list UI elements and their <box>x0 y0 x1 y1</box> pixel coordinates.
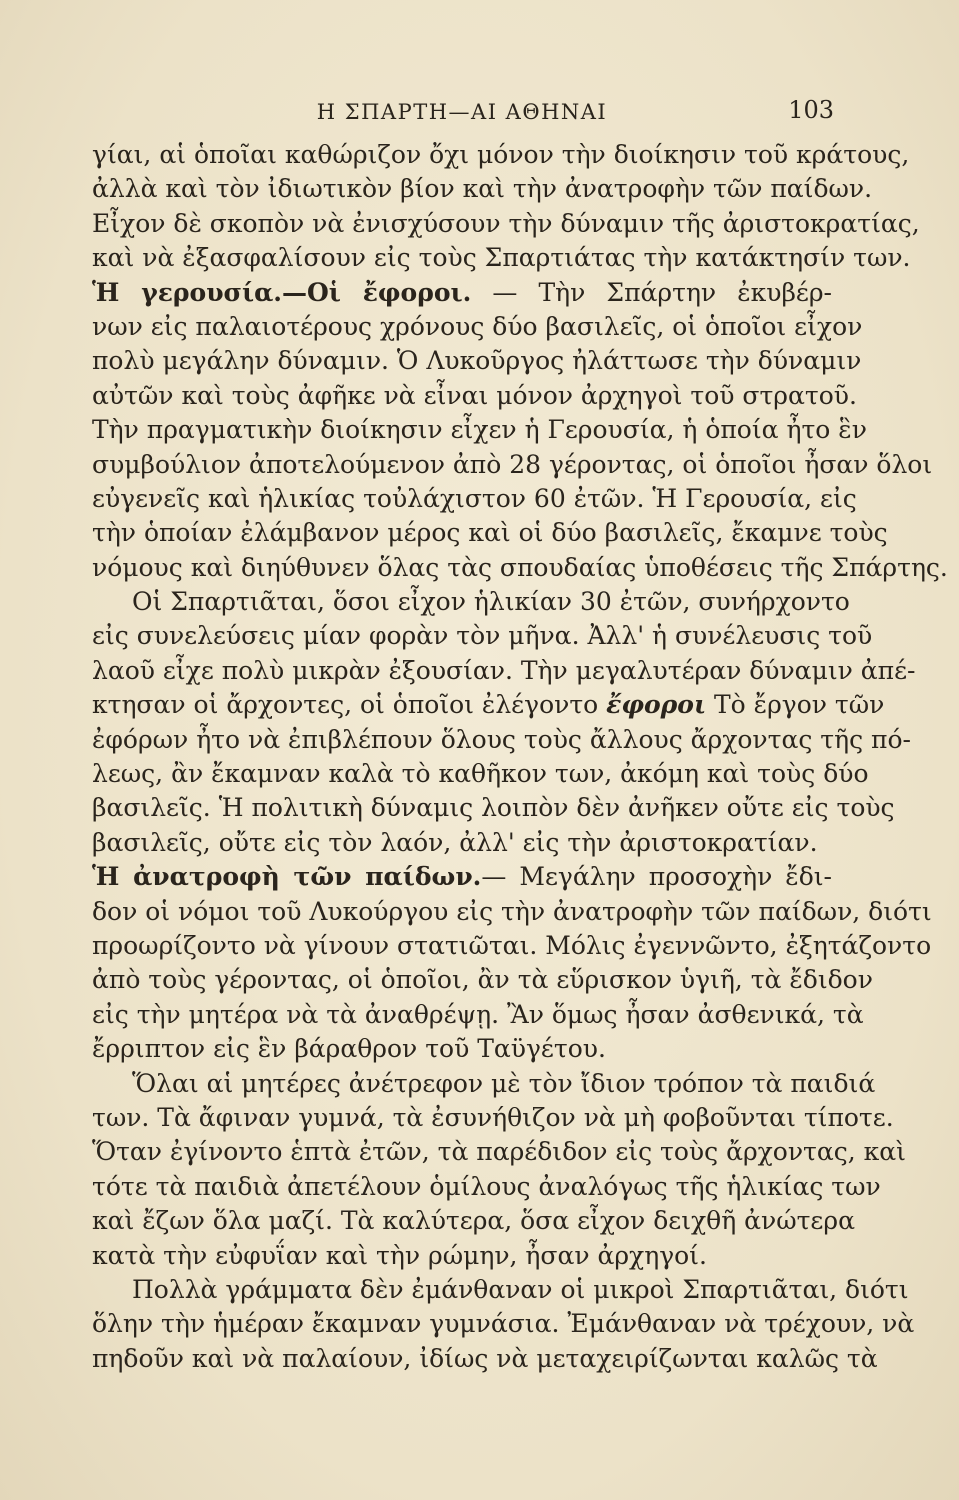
line-text: ἀπὸ τοὺς γέροντας, οἱ ὁποῖοι, ἂν τὰ εὕρισκον ὑγιῆ, τὰ ἔδιδον <box>92 965 873 995</box>
text-line <box>92 723 911 757</box>
line-text: Τὴν πραγματικὴν διοίκησιν εἶχεν ἡ Γερουσία, ἡ ὁποία ἦτο ἓν <box>92 415 867 445</box>
text-line <box>92 895 932 929</box>
text-line <box>92 1239 832 1273</box>
text-line <box>92 448 933 482</box>
line-text: Εἶχον δὲ σκοπὸν νὰ ἐνισχύσουν τὴν δύναμιν τῆς ἀριστοκρατίας, <box>92 208 920 238</box>
line-text: πηδοῦν καὶ νὰ παλαίουν, ἰδίως νὰ μεταχειρίζωνται καλῶς τὰ <box>92 1343 878 1373</box>
line-text: καὶ ἔζων ὅλα μαζί. Τὰ καλύτερα, ὅσα εἶχον δειχθῆ ἀνώτερα <box>92 1206 855 1236</box>
text-line <box>92 1032 832 1066</box>
line-text: προωρίζοντο νὰ γίνουν στατιῶται. Μόλις ἐγεννῶντο, ἐξητάζοντο <box>92 930 932 960</box>
text-line <box>92 516 888 550</box>
line-text: Ὅλαι αἱ μητέρες ἀνέτρεφον μὲ τὸν ἴδιον τρόπον τὰ παιδιά <box>132 1068 876 1098</box>
text-line <box>92 1135 906 1169</box>
line-text: συμβούλιον ἀποτελούμενον ἀπὸ 28 γέροντας, οἱ ὁποῖοι ἦσαν ὅλοι <box>92 449 933 479</box>
line-text: γίαι, αἱ ὁποῖαι καθώριζον ὄχι μόνον τὴν διοίκησιν τοῦ κράτους, <box>92 140 910 169</box>
text-line <box>92 172 873 206</box>
text-line <box>92 1307 915 1341</box>
line-text: λαοῦ εἶχε πολὺ μικρὰν ἐξουσίαν. Τὴν μεγαλυτέραν δύναμιν ἀπέ- <box>92 655 916 685</box>
text-line <box>92 310 863 344</box>
text-line <box>92 963 873 997</box>
line-text: πολὺ μεγάλην δύναμιν. Ὁ Λυκοῦργος ἠλάττωσε τὴν δύναμιν <box>92 346 862 376</box>
running-title: Η ΣΠΑΡΤΗ—ΑΙ ΑΘΗΝΑΙ <box>316 100 608 124</box>
text-line <box>92 551 948 585</box>
section-heading: Ἡ γερουσία.—Οἱ ἔφοροι. <box>92 277 472 307</box>
line-text: βασιλεῖς, οὔτε εἰς τὸν λαόν, ἀλλ' εἰς τὴν ἀριστοκρατίαν. <box>92 827 818 857</box>
text-line <box>92 344 862 378</box>
text-line <box>92 482 857 516</box>
text-line <box>92 1067 876 1101</box>
line-text: Πολλὰ γράμματα δὲν ἐμάνθαναν οἱ μικροὶ Σπαρτιᾶται, διότι <box>132 1274 909 1304</box>
line-text: καὶ νὰ ἐξασφαλίσουν εἰς τοὺς Σπαρτιάτας τὴν κατάκτησίν των. <box>92 243 911 273</box>
text-line <box>92 1342 878 1376</box>
line-text: των. Τὰ ἄφιναν γυμνά, τὰ ἐσυνήθιζον νὰ μὴ φοβοῦνται τίποτε. <box>92 1102 894 1132</box>
text-line <box>92 138 910 172</box>
line-text: ἐφόρων ἦτο νὰ ἐπιβλέπουν ὅλους τοὺς ἄλλους ἄρχοντας τῆς πό- <box>92 724 911 754</box>
text-line <box>92 1170 881 1204</box>
line-text: ἔρριπτον εἰς ἓν βάραθρον τοῦ Ταϋγέτου. <box>92 1034 606 1064</box>
line-text: τὴν ὁποίαν ἐλάμβανον μέρος καὶ οἱ δύο βασιλεῖς, ἔκαμνε τοὺς <box>92 518 888 548</box>
line-text: εἰς τὴν μητέρα νὰ τὰ ἀναθρέψῃ. Ἂν ὅμως ἦσαν ἀσθενικά, τὰ <box>92 999 864 1029</box>
section-heading: Ἡ ἀνατροφὴ τῶν παίδων. <box>92 862 482 892</box>
text-line <box>92 757 869 791</box>
text-line <box>92 413 867 447</box>
text-line <box>92 276 832 310</box>
line-text: εἰς συνελεύσεις μίαν φορὰν τὸν μῆνα. Ἀλλ' ἡ συνέλευσις τοῦ <box>92 621 873 651</box>
line-text: Οἱ Σπαρτιᾶται, ὅσοι εἶχον ἡλικίαν 30 ἐτῶν, συνήρχοντο <box>132 587 850 617</box>
text-line <box>92 1204 855 1238</box>
line-text: — Τὴν Σπάρτην ἐκυβέρ- <box>471 277 832 307</box>
line-text: κτησαν οἱ ἄρχοντες, οἱ ὁποῖοι ἐλέγοντο <box>92 690 607 720</box>
text-line <box>92 619 873 653</box>
text-line <box>92 654 916 688</box>
text-line <box>92 791 895 825</box>
text-line <box>92 241 911 275</box>
text-line <box>92 860 832 894</box>
text-line <box>92 1101 894 1135</box>
line-text: κατὰ τὴν εὐφυΐαν καὶ τὴν ρώμην, ἦσαν ἀρχηγοί. <box>92 1240 707 1270</box>
line-text: Ὅταν ἐγίνοντο ἑπτὰ ἐτῶν, τὰ παρέδιδον εἰς τοὺς ἄρχοντας, καὶ <box>92 1137 906 1167</box>
page-header <box>90 96 834 130</box>
text-line <box>92 688 885 722</box>
text-line <box>92 1273 909 1307</box>
line-text: ὅλην τὴν ἡμέραν ἔκαμναν γυμνάσια. Ἐμάνθαναν νὰ τρέχουν, νὰ <box>92 1309 915 1339</box>
text-line <box>92 207 920 241</box>
text-line <box>92 826 832 860</box>
line-text: δον οἱ νόμοι τοῦ Λυκούργου εἰς τὴν ἀνατροφὴν τῶν παίδων, διότι <box>92 896 932 926</box>
body-text <box>92 138 948 1376</box>
line-text: ἀλλὰ καὶ τὸν ἰδιωτικὸν βίον καὶ τὴν ἀνατροφὴν τῶν παίδων. <box>92 174 873 204</box>
text-line <box>92 585 850 619</box>
line-text: αὐτῶν καὶ τοὺς ἀφῆκε νὰ εἶναι μόνον ἀρχηγοὶ τοῦ στρατοῦ. <box>92 380 857 410</box>
text-line <box>92 998 864 1032</box>
line-text: τότε τὰ παιδιὰ ἀπετέλουν ὁμίλους ἀναλόγως τῆς ἡλικίας των <box>92 1171 881 1201</box>
text-line <box>92 379 857 413</box>
line-text: νων εἰς παλαιοτέρους χρόνους δύο βασιλεῖς, οἱ ὁποῖοι εἶχον <box>92 311 863 341</box>
line-text: νόμους καὶ διηύθυνεν ὅλας τὰς σπουδαίας ὑποθέσεις τῆς Σπάρτης. <box>92 552 948 582</box>
line-text: λεως, ἂν ἔκαμναν καλὰ τὸ καθῆκον των, ἀκόμη καὶ τοὺς δύο <box>92 759 869 789</box>
emphasized-term: ἔφοροι <box>606 690 707 720</box>
page-number: 103 <box>788 96 834 124</box>
line-text-after: Τὸ ἔργον τῶν <box>706 690 885 720</box>
line-text: βασιλεῖς. Ἡ πολιτικὴ δύναμις λοιπὸν δὲν ἀνῆκεν οὔτε εἰς τοὺς <box>92 793 895 823</box>
line-text: — Μεγάλην προσοχὴν ἔδι- <box>481 862 833 892</box>
line-text: εὐγενεῖς καὶ ἡλικίας τοὐλάχιστον 60 ἐτῶν. Ἡ Γερουσία, εἰς <box>92 483 857 513</box>
text-line <box>92 929 932 963</box>
